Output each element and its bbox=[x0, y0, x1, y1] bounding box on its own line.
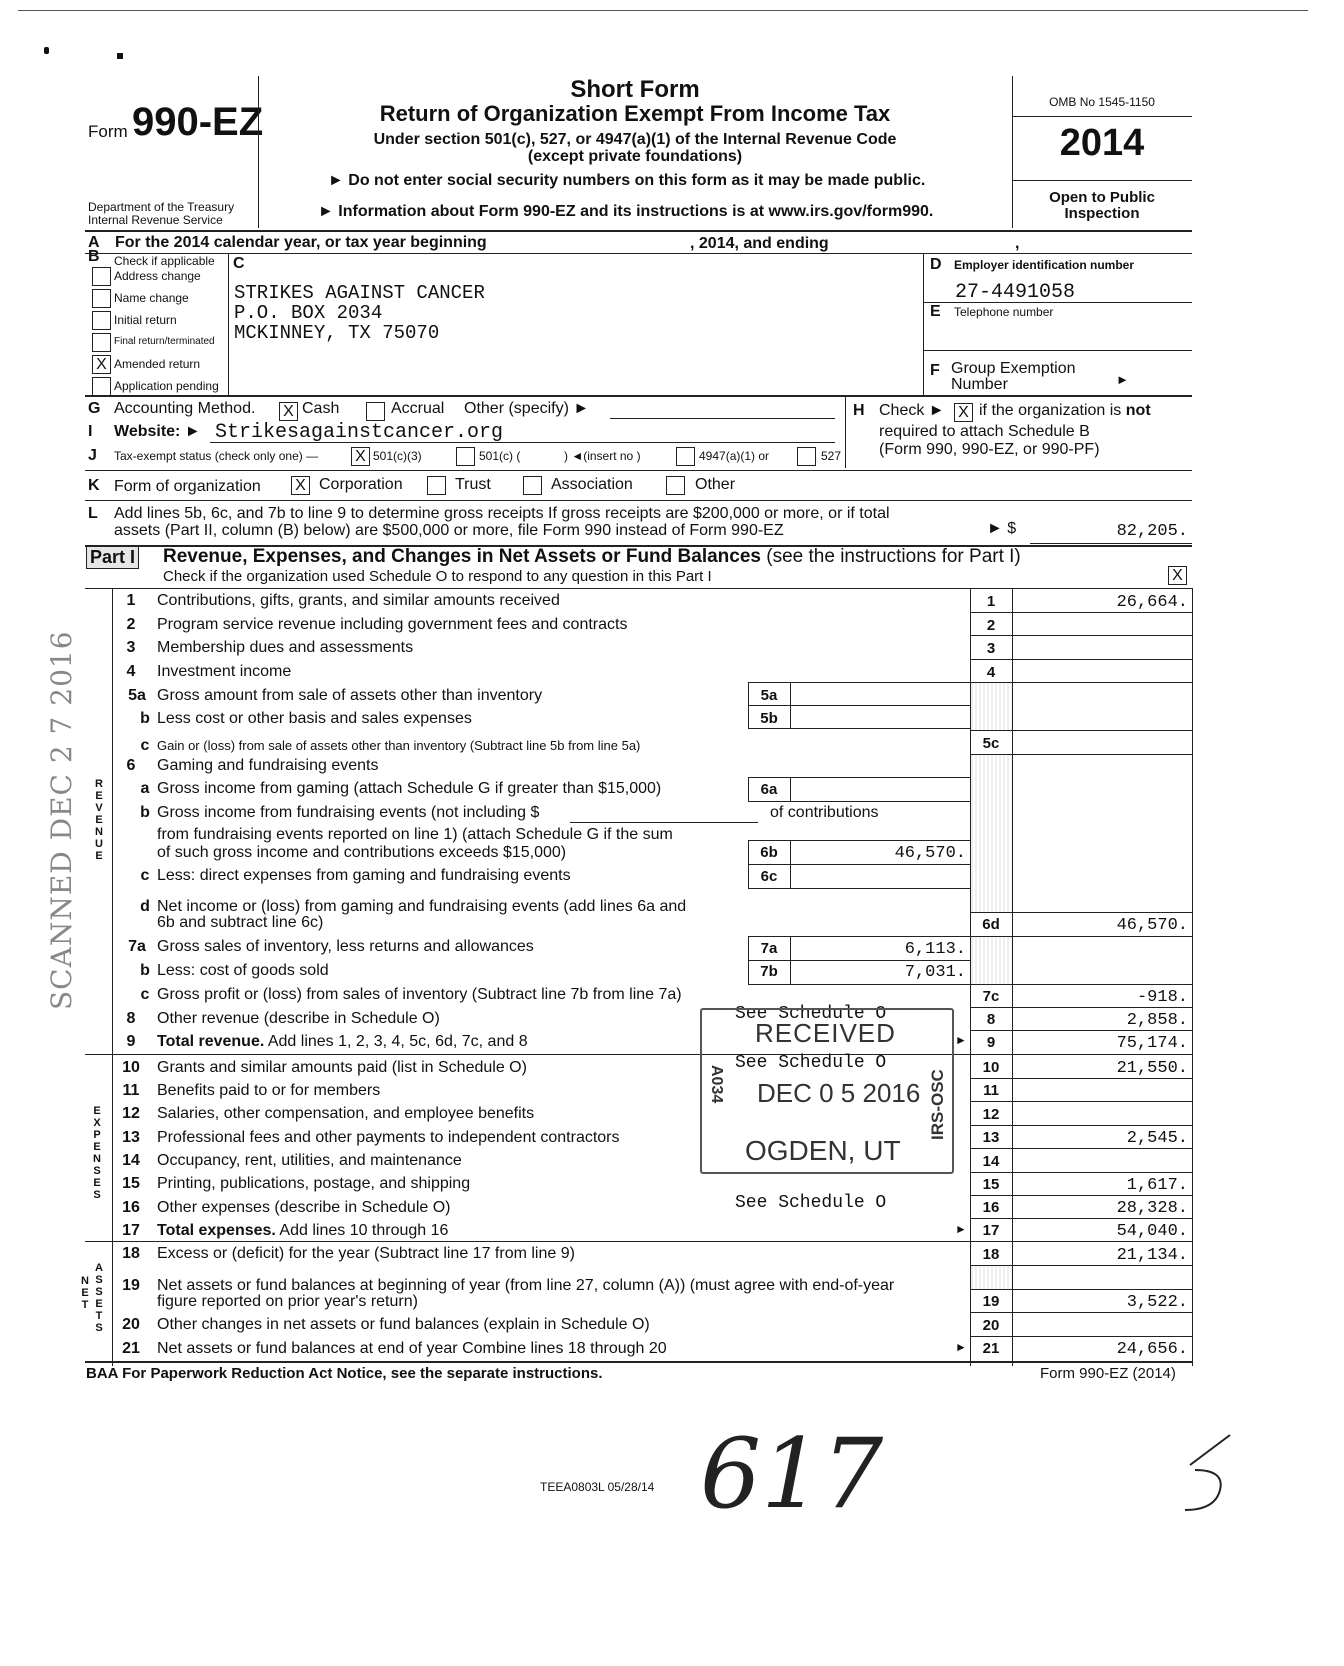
line15-text: Printing, publications, postage, and shipping bbox=[157, 1175, 471, 1192]
other-specify-label: Other (specify) ► bbox=[464, 400, 590, 417]
row-sep-13 bbox=[970, 1148, 1192, 1149]
top-border bbox=[18, 10, 1308, 11]
org-address2: MCKINNEY, TX 75070 bbox=[234, 322, 440, 344]
other-org-checkbox[interactable] bbox=[666, 476, 685, 495]
line8-box: 8 bbox=[986, 1011, 996, 1028]
line9-num: 9 bbox=[126, 1033, 136, 1050]
subtitle-except: (except private foundations) bbox=[527, 148, 743, 165]
line9-text-bold: Total revenue. bbox=[157, 1033, 265, 1050]
handwritten-mark-icon bbox=[1170, 1430, 1250, 1520]
line-a-tail: , bbox=[1015, 235, 1020, 252]
expenses-net-divider bbox=[85, 1241, 1192, 1242]
line2-box: 2 bbox=[986, 617, 996, 634]
inner-5b-bottom bbox=[748, 728, 970, 729]
line10-amount[interactable]: 21,550. bbox=[1116, 1059, 1188, 1078]
line20-num: 20 bbox=[122, 1316, 140, 1333]
side-divider bbox=[112, 588, 113, 1366]
side-expenses-label: E X P E N S E S bbox=[93, 1105, 101, 1201]
line-a-top-border bbox=[85, 230, 1192, 232]
line6b-underline[interactable] bbox=[570, 822, 758, 823]
row-sep-1 bbox=[970, 612, 1192, 613]
amended-return-checkbox[interactable]: X bbox=[92, 355, 111, 374]
corporation-checkbox[interactable]: X bbox=[291, 476, 310, 495]
line5c-box: 5c bbox=[982, 735, 1000, 752]
line11-box: 11 bbox=[983, 1082, 999, 1099]
line3-text: Membership dues and assessments bbox=[157, 639, 414, 656]
line16-text: Other expenses (describe in Schedule O) bbox=[157, 1199, 451, 1216]
row-sep-16 bbox=[970, 1218, 1192, 1219]
irs-service: Internal Revenue Service bbox=[88, 213, 223, 227]
notice-info: ► Information about Form 990-EZ and its instructions is at www.irs.gov/form990. bbox=[318, 203, 934, 220]
line-l-arrow: ► $ bbox=[987, 520, 1017, 537]
line19-text2: figure reported on prior year's return) bbox=[157, 1293, 418, 1310]
line17-box: 17 bbox=[982, 1222, 1000, 1239]
line21-text: Net assets or fund balances at end of year Combine lines 18 through 20 bbox=[157, 1340, 667, 1357]
corner-mark-1 bbox=[44, 47, 49, 54]
line1-amount[interactable]: 26,664. bbox=[1116, 593, 1188, 612]
b-c-divider bbox=[228, 253, 229, 395]
line6d-text: Net income or (loss) from gaming and fundraising events (add lines 6a and bbox=[157, 898, 687, 915]
line6d-amount[interactable]: 46,570. bbox=[1116, 916, 1188, 935]
section-f-label: F bbox=[930, 362, 940, 379]
stamp-number: A034 bbox=[708, 1065, 725, 1104]
group-exemption-title2: Number bbox=[951, 376, 1008, 393]
tax-exempt-text: Tax-exempt status (check only one) — bbox=[114, 449, 319, 463]
line6-num: 6 bbox=[126, 757, 136, 774]
line7c-amount[interactable]: -918. bbox=[1136, 988, 1188, 1007]
line10-num: 10 bbox=[122, 1059, 140, 1076]
ein-value: 27-4491058 bbox=[955, 281, 1076, 304]
line3-num: 3 bbox=[126, 639, 136, 656]
part1-title-main: Revenue, Expenses, and Changes in Net Assets or Fund Balances bbox=[163, 546, 761, 567]
line12-num: 12 bbox=[122, 1105, 140, 1122]
row-sep-15 bbox=[970, 1195, 1192, 1196]
line15-num: 15 bbox=[122, 1175, 140, 1192]
c-d-divider bbox=[923, 253, 924, 395]
line16-amount[interactable]: 28,328. bbox=[1116, 1199, 1188, 1218]
gross-receipts-underline bbox=[1030, 543, 1192, 544]
ein-title: Employer identification number bbox=[954, 258, 1135, 272]
line6b-box: 6b bbox=[760, 844, 778, 861]
line19-num: 19 bbox=[122, 1277, 140, 1294]
line-a-mid: , 2014, and ending bbox=[690, 235, 829, 252]
accrual-checkbox[interactable] bbox=[366, 402, 385, 421]
line6b-num: b bbox=[140, 804, 150, 821]
form-number: 990-EZ bbox=[132, 100, 264, 144]
line2-num: 2 bbox=[126, 616, 136, 633]
line7b-box: 7b bbox=[760, 963, 778, 980]
final-return-checkbox[interactable] bbox=[92, 333, 111, 352]
tax-year: 2014 bbox=[1059, 122, 1145, 164]
section-b-title: Check if applicable bbox=[114, 254, 215, 268]
shade-7ab bbox=[971, 937, 1012, 984]
line-h-text1a: if the organization is bbox=[979, 402, 1122, 419]
line8-num: 8 bbox=[126, 1010, 136, 1027]
line1-num: 1 bbox=[126, 592, 136, 609]
row-sep-6d-top bbox=[970, 912, 1192, 913]
stamp-date-text: DEC 0 5 2016 bbox=[757, 1078, 921, 1108]
line-l-text1: Add lines 5b, 6c, and 7b to line 9 to determine gross receipts If gross receipts are $200,000 or more, or if total bbox=[114, 505, 890, 522]
line13-num: 13 bbox=[122, 1129, 140, 1146]
year-divider bbox=[1012, 180, 1192, 181]
omb-divider bbox=[1012, 116, 1192, 117]
line-a-label: A bbox=[88, 234, 100, 251]
line19-box: 19 bbox=[982, 1293, 1000, 1310]
line5b-num: b bbox=[140, 710, 150, 727]
line6b-text3: of such gross income and contributions exceeds $15,000) bbox=[157, 844, 567, 861]
open-public: Open to Public bbox=[1049, 189, 1155, 206]
part1-header-bottom bbox=[85, 588, 1192, 589]
initial-return-checkbox[interactable] bbox=[92, 311, 111, 330]
line4-num: 4 bbox=[126, 663, 136, 680]
association-checkbox[interactable] bbox=[523, 476, 542, 495]
line-i-label: I bbox=[88, 423, 93, 440]
4947-label: 4947(a)(1) or bbox=[699, 449, 770, 463]
line-a-text: For the 2014 calendar year, or tax year beginning bbox=[115, 234, 487, 251]
line20-text: Other changes in net assets or fund balances (explain in Schedule O) bbox=[157, 1316, 650, 1333]
line-h-text1 bbox=[979, 402, 1151, 420]
gross-receipts-amount: 82,205. bbox=[1116, 522, 1188, 541]
telephone-title: Telephone number bbox=[954, 305, 1054, 319]
row-sep-5c-top bbox=[970, 730, 1192, 731]
line18-amount[interactable]: 21,134. bbox=[1116, 1246, 1188, 1265]
row-sep-12 bbox=[970, 1125, 1192, 1126]
line18-text: Excess or (deficit) for the year (Subtract line 17 from line 9) bbox=[157, 1245, 575, 1262]
line13-box: 13 bbox=[982, 1129, 1000, 1146]
line17-arrow: ► bbox=[955, 1222, 967, 1236]
title-short-form: Short Form bbox=[570, 76, 700, 103]
line16-note: See Schedule O bbox=[735, 1193, 887, 1213]
other-org-label: Other bbox=[695, 476, 736, 493]
line10-note: See Schedule O bbox=[735, 1053, 887, 1073]
row-sep-14 bbox=[970, 1172, 1192, 1173]
row-sep-3 bbox=[970, 659, 1192, 660]
line14-num: 14 bbox=[122, 1152, 140, 1169]
line5c-text: Gain or (loss) from sale of assets other than inventory (Subtract line 5b from line 5a) bbox=[157, 738, 641, 753]
501c-checkbox[interactable] bbox=[456, 447, 475, 466]
inner-5a-bottom bbox=[748, 705, 970, 706]
inner-6a-bottom bbox=[748, 801, 970, 802]
corner-mark-2 bbox=[117, 53, 123, 59]
line4-text: Investment income bbox=[157, 663, 292, 680]
omb-number: OMB No 1545-1150 bbox=[1049, 95, 1155, 109]
department: Department of the Treasury bbox=[88, 200, 235, 214]
line7b-text: Less: cost of goods sold bbox=[157, 962, 329, 979]
shade-19 bbox=[971, 1266, 1012, 1289]
501c-label: 501(c) ( bbox=[479, 449, 521, 463]
schedule-o-text: Check if the organization used Schedule O to respond to any question in this Part I bbox=[163, 568, 712, 585]
inner-6c-bottom bbox=[748, 888, 970, 889]
inner-6a-top bbox=[748, 777, 970, 778]
line-l-text2: assets (Part II, column (B) below) are $500,000 or more, file Form 990 instead of Form 990-EZ bbox=[114, 522, 784, 539]
line15-amount[interactable]: 1,617. bbox=[1126, 1176, 1188, 1195]
group-exemption-title1: Group Exemption bbox=[951, 360, 1076, 377]
handwritten-number: 617 bbox=[700, 1418, 884, 1530]
line-k-bottom-border bbox=[85, 500, 1192, 501]
form-prefix: Form bbox=[88, 122, 128, 141]
line7b-amount[interactable]: 7,031. bbox=[904, 963, 966, 982]
527-checkbox[interactable] bbox=[797, 447, 816, 466]
line16-num: 16 bbox=[122, 1199, 140, 1216]
line18-num: 18 bbox=[122, 1245, 140, 1262]
org-address1: P.O. BOX 2034 bbox=[234, 302, 383, 324]
part1-bottom-border bbox=[85, 1361, 1192, 1363]
527-label: 527 bbox=[821, 449, 842, 463]
line7a-num: 7a bbox=[128, 938, 146, 955]
schedule-o-checkbox[interactable]: X bbox=[1168, 566, 1187, 585]
line7a-amount[interactable]: 6,113. bbox=[904, 940, 966, 959]
line6b-text: Gross income from fundraising events (not including $ bbox=[157, 804, 540, 821]
part1-label: Part I bbox=[86, 546, 139, 569]
phone-divider bbox=[923, 350, 1192, 351]
line21-box: 21 bbox=[982, 1340, 1000, 1357]
line7a-text: Gross sales of inventory, less returns and allowances bbox=[157, 938, 534, 955]
association-label: Association bbox=[551, 476, 633, 493]
row-sep-20 bbox=[970, 1336, 1192, 1337]
line5b-box: 5b bbox=[760, 710, 778, 727]
trust-checkbox[interactable] bbox=[427, 476, 446, 495]
line9-box: 9 bbox=[986, 1034, 996, 1051]
revenue-expenses-divider bbox=[85, 1054, 1192, 1055]
line10-text: Grants and similar amounts paid (list in Schedule O) bbox=[157, 1059, 527, 1076]
website-value[interactable]: Strikesagainstcancer.org bbox=[215, 421, 504, 444]
line5a-num: 5a bbox=[128, 687, 146, 704]
line6a-num: a bbox=[140, 780, 150, 797]
line-a-bottom-border bbox=[85, 253, 1192, 254]
line6d-text2: 6b and subtract line 6c) bbox=[157, 914, 324, 931]
line7c-box: 7c bbox=[982, 988, 1000, 1005]
row-sep-7c bbox=[970, 1007, 1192, 1008]
line9-text-rest: Add lines 1, 2, 3, 4, 5c, 6d, 7c, and 8 bbox=[267, 1033, 528, 1050]
line19-text: Net assets or fund balances at beginning of year (from line 27, column (A)) (must agree with end-of-year bbox=[157, 1277, 895, 1294]
stamp-city-text: OGDEN, UT bbox=[745, 1135, 901, 1166]
section-e-label: E bbox=[930, 303, 941, 320]
section-c-label: C bbox=[233, 255, 245, 272]
line9-amount[interactable]: 75,174. bbox=[1116, 1034, 1188, 1053]
inner-7b-bottom bbox=[748, 984, 970, 985]
website-underline bbox=[210, 442, 835, 443]
footer-code: TEEA0803L 05/28/14 bbox=[540, 1480, 655, 1494]
line9-arrow: ► bbox=[955, 1033, 967, 1047]
4947-checkbox[interactable] bbox=[676, 447, 695, 466]
line9-text bbox=[157, 1033, 528, 1051]
side-net-label: N E T bbox=[81, 1275, 89, 1311]
address-change-label: Address change bbox=[114, 269, 201, 283]
row-sep-2 bbox=[970, 635, 1192, 636]
footer-baa: BAA For Paperwork Reduction Act Notice, see the separate instructions. bbox=[86, 1365, 603, 1382]
section-c-bottom-border bbox=[85, 395, 1192, 397]
scanned-stamp: SCANNED DEC 2 7 2016 bbox=[45, 630, 78, 1010]
line6d-num: d bbox=[140, 898, 150, 915]
line21-num: 21 bbox=[122, 1340, 140, 1357]
line7a-box: 7a bbox=[760, 940, 778, 957]
amended-return-label: Amended return bbox=[114, 357, 201, 371]
line1-text: Contributions, gifts, grants, and similar amounts received bbox=[157, 592, 560, 609]
501c3-label: 501(c)(3) bbox=[373, 449, 422, 463]
line5b-text: Less cost or other basis and sales expenses bbox=[157, 710, 472, 727]
line-h-text2: required to attach Schedule B bbox=[879, 423, 1090, 440]
accounting-method-text: Accounting Method. bbox=[114, 400, 256, 417]
inner-6a-col-mid bbox=[790, 777, 791, 801]
line21-amount[interactable]: 24,656. bbox=[1116, 1340, 1188, 1359]
name-change-label: Name change bbox=[114, 291, 189, 305]
final-return-label: Final return/terminated bbox=[114, 336, 215, 347]
row-sep-8 bbox=[970, 1030, 1192, 1031]
line17-text-rest: Add lines 10 through 16 bbox=[279, 1222, 449, 1239]
other-specify-underline[interactable] bbox=[610, 418, 835, 419]
stamp-irs-osc: IRS-OSC bbox=[928, 1069, 947, 1140]
application-pending-label: Application pending bbox=[114, 379, 219, 393]
501c3-checkbox[interactable]: X bbox=[351, 447, 370, 466]
line-l-label: L bbox=[88, 505, 98, 522]
line6a-box: 6a bbox=[760, 781, 778, 798]
website-label: Website: ► bbox=[114, 423, 201, 440]
line11-text: Benefits paid to or for members bbox=[157, 1082, 381, 1099]
org-name: STRIKES AGAINST CANCER bbox=[234, 282, 485, 304]
line16-box: 16 bbox=[982, 1199, 1000, 1216]
inner-7a-bottom bbox=[748, 960, 970, 961]
line13-amount[interactable]: 2,545. bbox=[1126, 1129, 1188, 1148]
line13-text: Professional fees and other payments to independent contractors bbox=[157, 1129, 620, 1146]
line-h-text3: (Form 990, 990-EZ, or 990-PF) bbox=[879, 441, 1100, 458]
line6d-box: 6d bbox=[982, 916, 1000, 933]
line-h-check: Check ► bbox=[879, 402, 945, 419]
inner-6b-bottom bbox=[748, 864, 970, 865]
line11-num: 11 bbox=[122, 1082, 140, 1099]
schedule-b-checkbox[interactable]: X bbox=[954, 403, 973, 422]
notice-ssn: ► Do not enter social security numbers on this form as it may be made public. bbox=[328, 172, 926, 189]
line17-num: 17 bbox=[122, 1222, 140, 1239]
line19-amount[interactable]: 3,522. bbox=[1126, 1293, 1188, 1312]
line-k-label: K bbox=[88, 477, 100, 494]
initial-return-label: Initial return bbox=[114, 313, 177, 327]
form-of-org-text: Form of organization bbox=[114, 478, 261, 495]
line17-text bbox=[157, 1222, 448, 1240]
line-j-label: J bbox=[88, 447, 97, 464]
inner-7a-top bbox=[748, 936, 970, 937]
inner-5a-top bbox=[748, 682, 970, 683]
line6c-num: c bbox=[140, 867, 150, 884]
address-change-checkbox[interactable] bbox=[92, 267, 111, 286]
inner-6b-top bbox=[748, 840, 970, 841]
row-sep-10 bbox=[970, 1078, 1192, 1079]
line8-note: See Schedule O bbox=[735, 1004, 887, 1024]
line12-box: 12 bbox=[982, 1106, 1000, 1123]
line6c-text: Less: direct expenses from gaming and fundraising events bbox=[157, 867, 571, 884]
line21-arrow: ► bbox=[955, 1340, 967, 1354]
inspection: Inspection bbox=[1064, 205, 1140, 222]
line4-box: 4 bbox=[986, 664, 996, 681]
g-h-divider bbox=[845, 396, 846, 468]
line15-box: 15 bbox=[982, 1176, 1000, 1193]
line12-text: Salaries, other compensation, and employee benefits bbox=[157, 1105, 535, 1122]
line8-text: Other revenue (describe in Schedule O) bbox=[157, 1010, 440, 1027]
side-revenue-label: R E V E N U E bbox=[95, 778, 103, 862]
line1-box: 1 bbox=[986, 593, 996, 610]
group-exemption-arrow: ► bbox=[1116, 372, 1129, 387]
line20-box: 20 bbox=[982, 1317, 1000, 1334]
subtitle-section: Under section 501(c), 527, or 4947(a)(1) of the Internal Revenue Code bbox=[373, 131, 897, 148]
row-sep-11 bbox=[970, 1101, 1192, 1102]
side-net-assets-label: A S S E T S bbox=[95, 1262, 103, 1334]
line3-box: 3 bbox=[986, 640, 996, 657]
line6b-text-b: of contributions bbox=[770, 804, 879, 821]
line5a-box: 5a bbox=[760, 687, 778, 704]
line6c-box: 6c bbox=[760, 868, 778, 885]
line7c-num: c bbox=[140, 986, 150, 1003]
line-g-label: G bbox=[88, 400, 101, 417]
section-d-label: D bbox=[930, 256, 942, 273]
accrual-label: Accrual bbox=[391, 400, 445, 417]
line17-text-bold: Total expenses. bbox=[157, 1222, 276, 1239]
shade-6abc bbox=[971, 755, 1012, 912]
line6b-amount[interactable]: 46,570. bbox=[894, 844, 966, 863]
line6a-text: Gross income from gaming (attach Schedule G if greater than $15,000) bbox=[157, 780, 662, 797]
footer-form-ref: Form 990-EZ (2014) bbox=[1040, 1365, 1176, 1382]
title-main: Return of Organization Exempt From Income Tax bbox=[379, 101, 891, 126]
line10-box: 10 bbox=[982, 1059, 1000, 1076]
cash-label: Cash bbox=[302, 400, 340, 417]
line5a-text: Gross amount from sale of assets other than inventory bbox=[157, 687, 543, 704]
line-h-label: H bbox=[853, 402, 865, 419]
line7c-text: Gross profit or (loss) from sales of inventory (Subtract line 7b from line 7a) bbox=[157, 986, 682, 1003]
corporation-label: Corporation bbox=[319, 476, 403, 493]
part1-title bbox=[163, 546, 1021, 568]
line6b-text2: from fundraising events reported on line 1) (attach Schedule G if the sum bbox=[157, 826, 673, 843]
part1-title-tail: (see the instructions for Part I) bbox=[766, 546, 1021, 567]
stamp-received-text: RECEIVED bbox=[755, 1018, 896, 1048]
line-j-bottom-border bbox=[85, 470, 1192, 471]
line14-text: Occupancy, rent, utilities, and maintenance bbox=[157, 1152, 462, 1169]
line-h-not: not bbox=[1125, 402, 1151, 419]
line2-text: Program service revenue including government fees and contracts bbox=[157, 616, 628, 633]
application-pending-checkbox[interactable] bbox=[92, 377, 111, 396]
row-sep-19-top bbox=[970, 1289, 1192, 1290]
section-b-label: B bbox=[88, 248, 100, 265]
amount-col-right bbox=[1192, 588, 1193, 1366]
shade-5ab bbox=[971, 683, 1012, 730]
trust-label: Trust bbox=[455, 476, 491, 493]
row-sep-19 bbox=[970, 1312, 1192, 1313]
line5c-num: c bbox=[140, 737, 150, 754]
insert-no-label: ) ◄(insert no ) bbox=[564, 449, 641, 463]
line6-text: Gaming and fundraising events bbox=[157, 757, 379, 774]
line18-box: 18 bbox=[982, 1246, 1000, 1263]
line8-amount[interactable]: 2,858. bbox=[1126, 1011, 1188, 1030]
line7b-num: b bbox=[140, 962, 150, 979]
line17-amount[interactable]: 54,040. bbox=[1116, 1222, 1188, 1241]
row-sep-7c-top bbox=[970, 984, 1192, 985]
name-change-checkbox[interactable] bbox=[92, 289, 111, 308]
cash-checkbox[interactable]: X bbox=[279, 402, 298, 421]
line14-box: 14 bbox=[982, 1153, 1000, 1170]
ein-divider bbox=[923, 302, 1192, 303]
